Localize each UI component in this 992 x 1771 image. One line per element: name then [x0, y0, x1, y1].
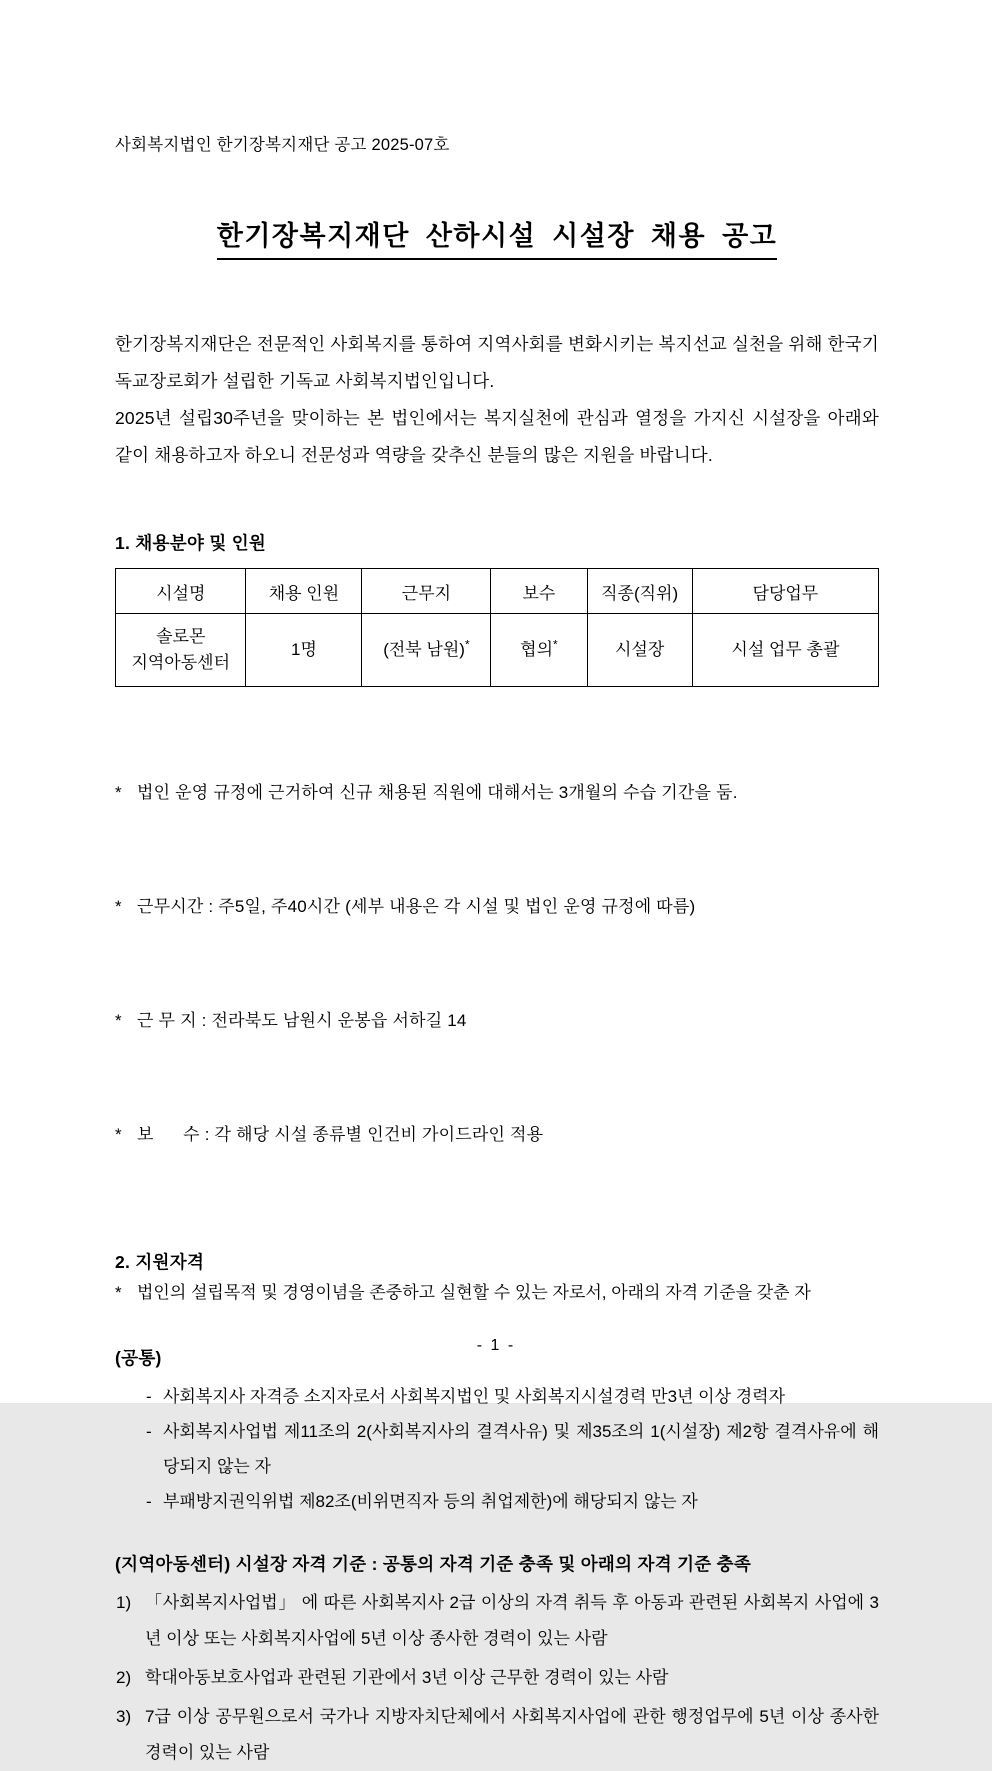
recruit-table: [115, 568, 879, 687]
note-marker: *: [115, 1011, 122, 1030]
note-text: 근 무 지 : 전라북도 남원시 운봉읍 서하길 14: [137, 1011, 467, 1030]
table-cell-facility: [116, 614, 246, 687]
note-text: 보 수 : 각 해당 시설 종류별 인건비 가이드라인 적용: [137, 1125, 544, 1144]
table-cell-headcount: 1명: [246, 614, 362, 687]
table-header-workplace: 근무지: [362, 569, 491, 614]
note-text: 법인의 설립목적 및 경영이념을 존중하고 실현할 수 있는 자로서, 아래의 자격 기준을 갖춘 자: [137, 1283, 811, 1302]
table-cell-workplace: [362, 614, 491, 687]
qualification-note: [115, 1274, 879, 1312]
list-item: [146, 1484, 879, 1519]
list-item: [115, 1699, 879, 1771]
facility-name-line1: 솔로몬: [156, 627, 206, 646]
intro-section: [115, 326, 879, 474]
note-marker: *: [115, 1283, 122, 1302]
note-marker: *: [115, 1125, 122, 1144]
list-item: [146, 1379, 879, 1414]
page-number: - 1 -: [476, 1337, 516, 1354]
table-header-duty: 담당업무: [692, 569, 878, 614]
note-item: [115, 1002, 879, 1040]
list-item: [146, 1414, 879, 1484]
section-2-heading: 2. 지원자격: [115, 1252, 205, 1272]
table-header-pay: 보수: [491, 569, 587, 614]
asterisk-superscript: *: [464, 637, 470, 652]
number-marker: 1): [116, 1593, 132, 1612]
dash-marker: -: [146, 1387, 152, 1406]
table-header-position: 직종(직위): [587, 569, 692, 614]
table-header-facility: 시설명: [116, 569, 246, 614]
center-qualification-list: [115, 1585, 879, 1771]
asterisk-superscript: *: [553, 637, 558, 652]
center-qualification-heading: (지역아동센터) 시설장 자격 기준 : 공통의 자격 기준 충족 및 아래의 자격 기준 충족: [115, 1554, 752, 1574]
note-marker: *: [115, 897, 122, 916]
page-title: 한기장복지재단 산하시설 시설장 채용 공고: [217, 214, 777, 260]
table-row: [116, 614, 879, 687]
note-item: [115, 1116, 879, 1154]
list-item-text: 사회복지사업법 제11조의 2(사회복지사의 결격사유) 및 제35조의 1(시설장) 제2항 결격사유에 해당되지 않는 자: [163, 1422, 879, 1476]
intro-paragraph-1: 한기장복지재단은 전문적인 사회복지를 통하여 지역사회를 변화시키는 복지선교 실천을 위해 한국기독교장로회가 설립한 기독교 사회복지법인입니다.: [115, 334, 879, 391]
number-marker: 3): [116, 1707, 132, 1726]
table-cell-position: 시설장: [587, 614, 692, 687]
note-text: 근무시간 : 주5일, 주40시간 (세부 내용은 각 시설 및 법인 운영 규정에 따름): [137, 897, 696, 916]
title-wrap: [115, 214, 879, 260]
note-item: [115, 774, 879, 812]
table-cell-pay: [491, 614, 587, 687]
common-heading: (공통): [115, 1348, 162, 1368]
note-marker: *: [115, 783, 122, 802]
table-notes: [115, 698, 879, 1230]
section-1-heading: 1. 채용분야 및 인원: [115, 533, 267, 553]
list-item-text: 부패방지권익위법 제82조(비위면직자 등의 취업제한)에 해당되지 않는 자: [163, 1492, 698, 1511]
list-item-text: 학대아동보호사업과 관련된 기관에서 3년 이상 근무한 경력이 있는 사람: [145, 1668, 669, 1687]
list-item-text: 7급 이상 공무원으로서 국가나 지방자치단체에서 사회복지사업에 관한 행정업무에 5년 이상 종사한 경력이 있는 사람: [145, 1707, 879, 1762]
doc-number: 사회복지법인 한기장복지재단 공고 2025-07호: [115, 136, 450, 154]
intro-paragraph-2: 2025년 설립30주년을 맞이하는 본 법인에서는 복지실천에 관심과 열정을 가지신 시설장을 아래와 같이 채용하고자 하오니 전문성과 역량을 갖추신 분들의 많은 지원을 바랍니다.: [115, 408, 879, 465]
table-header-row: [116, 569, 879, 614]
table-header-headcount: 채용 인원: [246, 569, 362, 614]
common-qualification-list: [146, 1379, 879, 1519]
facility-name-line2: 지역아동센터: [131, 653, 230, 672]
list-item: [115, 1585, 879, 1657]
note-item: [115, 888, 879, 926]
table-cell-duty: 시설 업무 총괄: [692, 614, 878, 687]
dash-marker: -: [146, 1422, 152, 1441]
pay-text: 협의: [520, 640, 554, 659]
list-item-text: 사회복지사 자격증 소지자로서 사회복지법인 및 사회복지시설경력 만3년 이상 경력자: [163, 1387, 786, 1406]
dash-marker: -: [146, 1492, 152, 1511]
workplace-text: (전북 남원): [383, 640, 465, 659]
number-marker: 2): [116, 1668, 132, 1687]
note-text: 법인 운영 규정에 근거하여 신규 채용된 직원에 대해서는 3개월의 수습 기간을 둠.: [137, 783, 738, 802]
list-item: [115, 1660, 879, 1696]
list-item-text: 「사회복지사업법」 에 따른 사회복지사 2급 이상의 자격 취득 후 아동과 관련된 사회복지 사업에 3년 이상 또는 사회복지사업에 5년 이상 종사한 경력이 있는 사람: [145, 1593, 879, 1648]
